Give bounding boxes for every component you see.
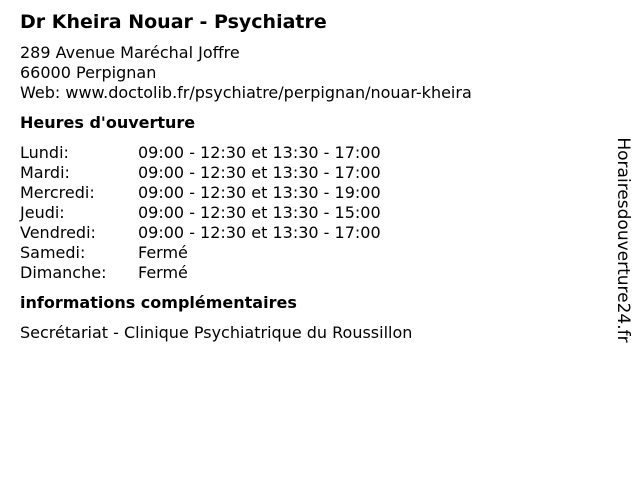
- hours-heading: Heures d'ouverture: [20, 113, 196, 132]
- hours-row-wednesday: [20, 183, 600, 203]
- hours-row-sunday: [20, 263, 600, 283]
- address-street: 289 Avenue Maréchal Joffre: [20, 43, 240, 62]
- day-hours: Fermé: [138, 263, 188, 282]
- day-label: Mercredi:: [20, 183, 95, 202]
- hours-row-thursday: [20, 203, 600, 223]
- info-text: Secrétariat - Clinique Psychiatrique du Roussillon: [20, 323, 413, 342]
- day-hours: 09:00 - 12:30 et 13:30 - 17:00: [138, 163, 381, 182]
- day-label: Mardi:: [20, 163, 70, 182]
- day-label: Jeudi:: [20, 203, 65, 222]
- website-line: Web: www.doctolib.fr/psychiatre/perpignan/nouar-kheira: [20, 83, 472, 102]
- day-label: Dimanche:: [20, 263, 107, 282]
- day-hours: 09:00 - 12:30 et 13:30 - 17:00: [138, 143, 381, 162]
- day-hours: 09:00 - 12:30 et 13:30 - 19:00: [138, 183, 381, 202]
- day-hours: 09:00 - 12:30 et 13:30 - 17:00: [138, 223, 381, 242]
- day-label: Samedi:: [20, 243, 86, 262]
- address-block: [20, 43, 600, 103]
- day-hours: Fermé: [138, 243, 188, 262]
- hours-row-saturday: [20, 243, 600, 263]
- hours-row-friday: [20, 223, 600, 243]
- business-card: [20, 10, 600, 343]
- day-hours: 09:00 - 12:30 et 13:30 - 15:00: [138, 203, 381, 222]
- info-heading: informations complémentaires: [20, 293, 297, 312]
- watermark-text: Horairesdouverture24.fr: [613, 137, 633, 343]
- day-label: Lundi:: [20, 143, 69, 162]
- opening-hours-table: [20, 143, 600, 283]
- page-title: Dr Kheira Nouar - Psychiatre: [20, 11, 327, 33]
- hours-row-monday: [20, 143, 600, 163]
- day-label: Vendredi:: [20, 223, 96, 242]
- address-city: 66000 Perpignan: [20, 63, 157, 82]
- hours-row-tuesday: [20, 163, 600, 183]
